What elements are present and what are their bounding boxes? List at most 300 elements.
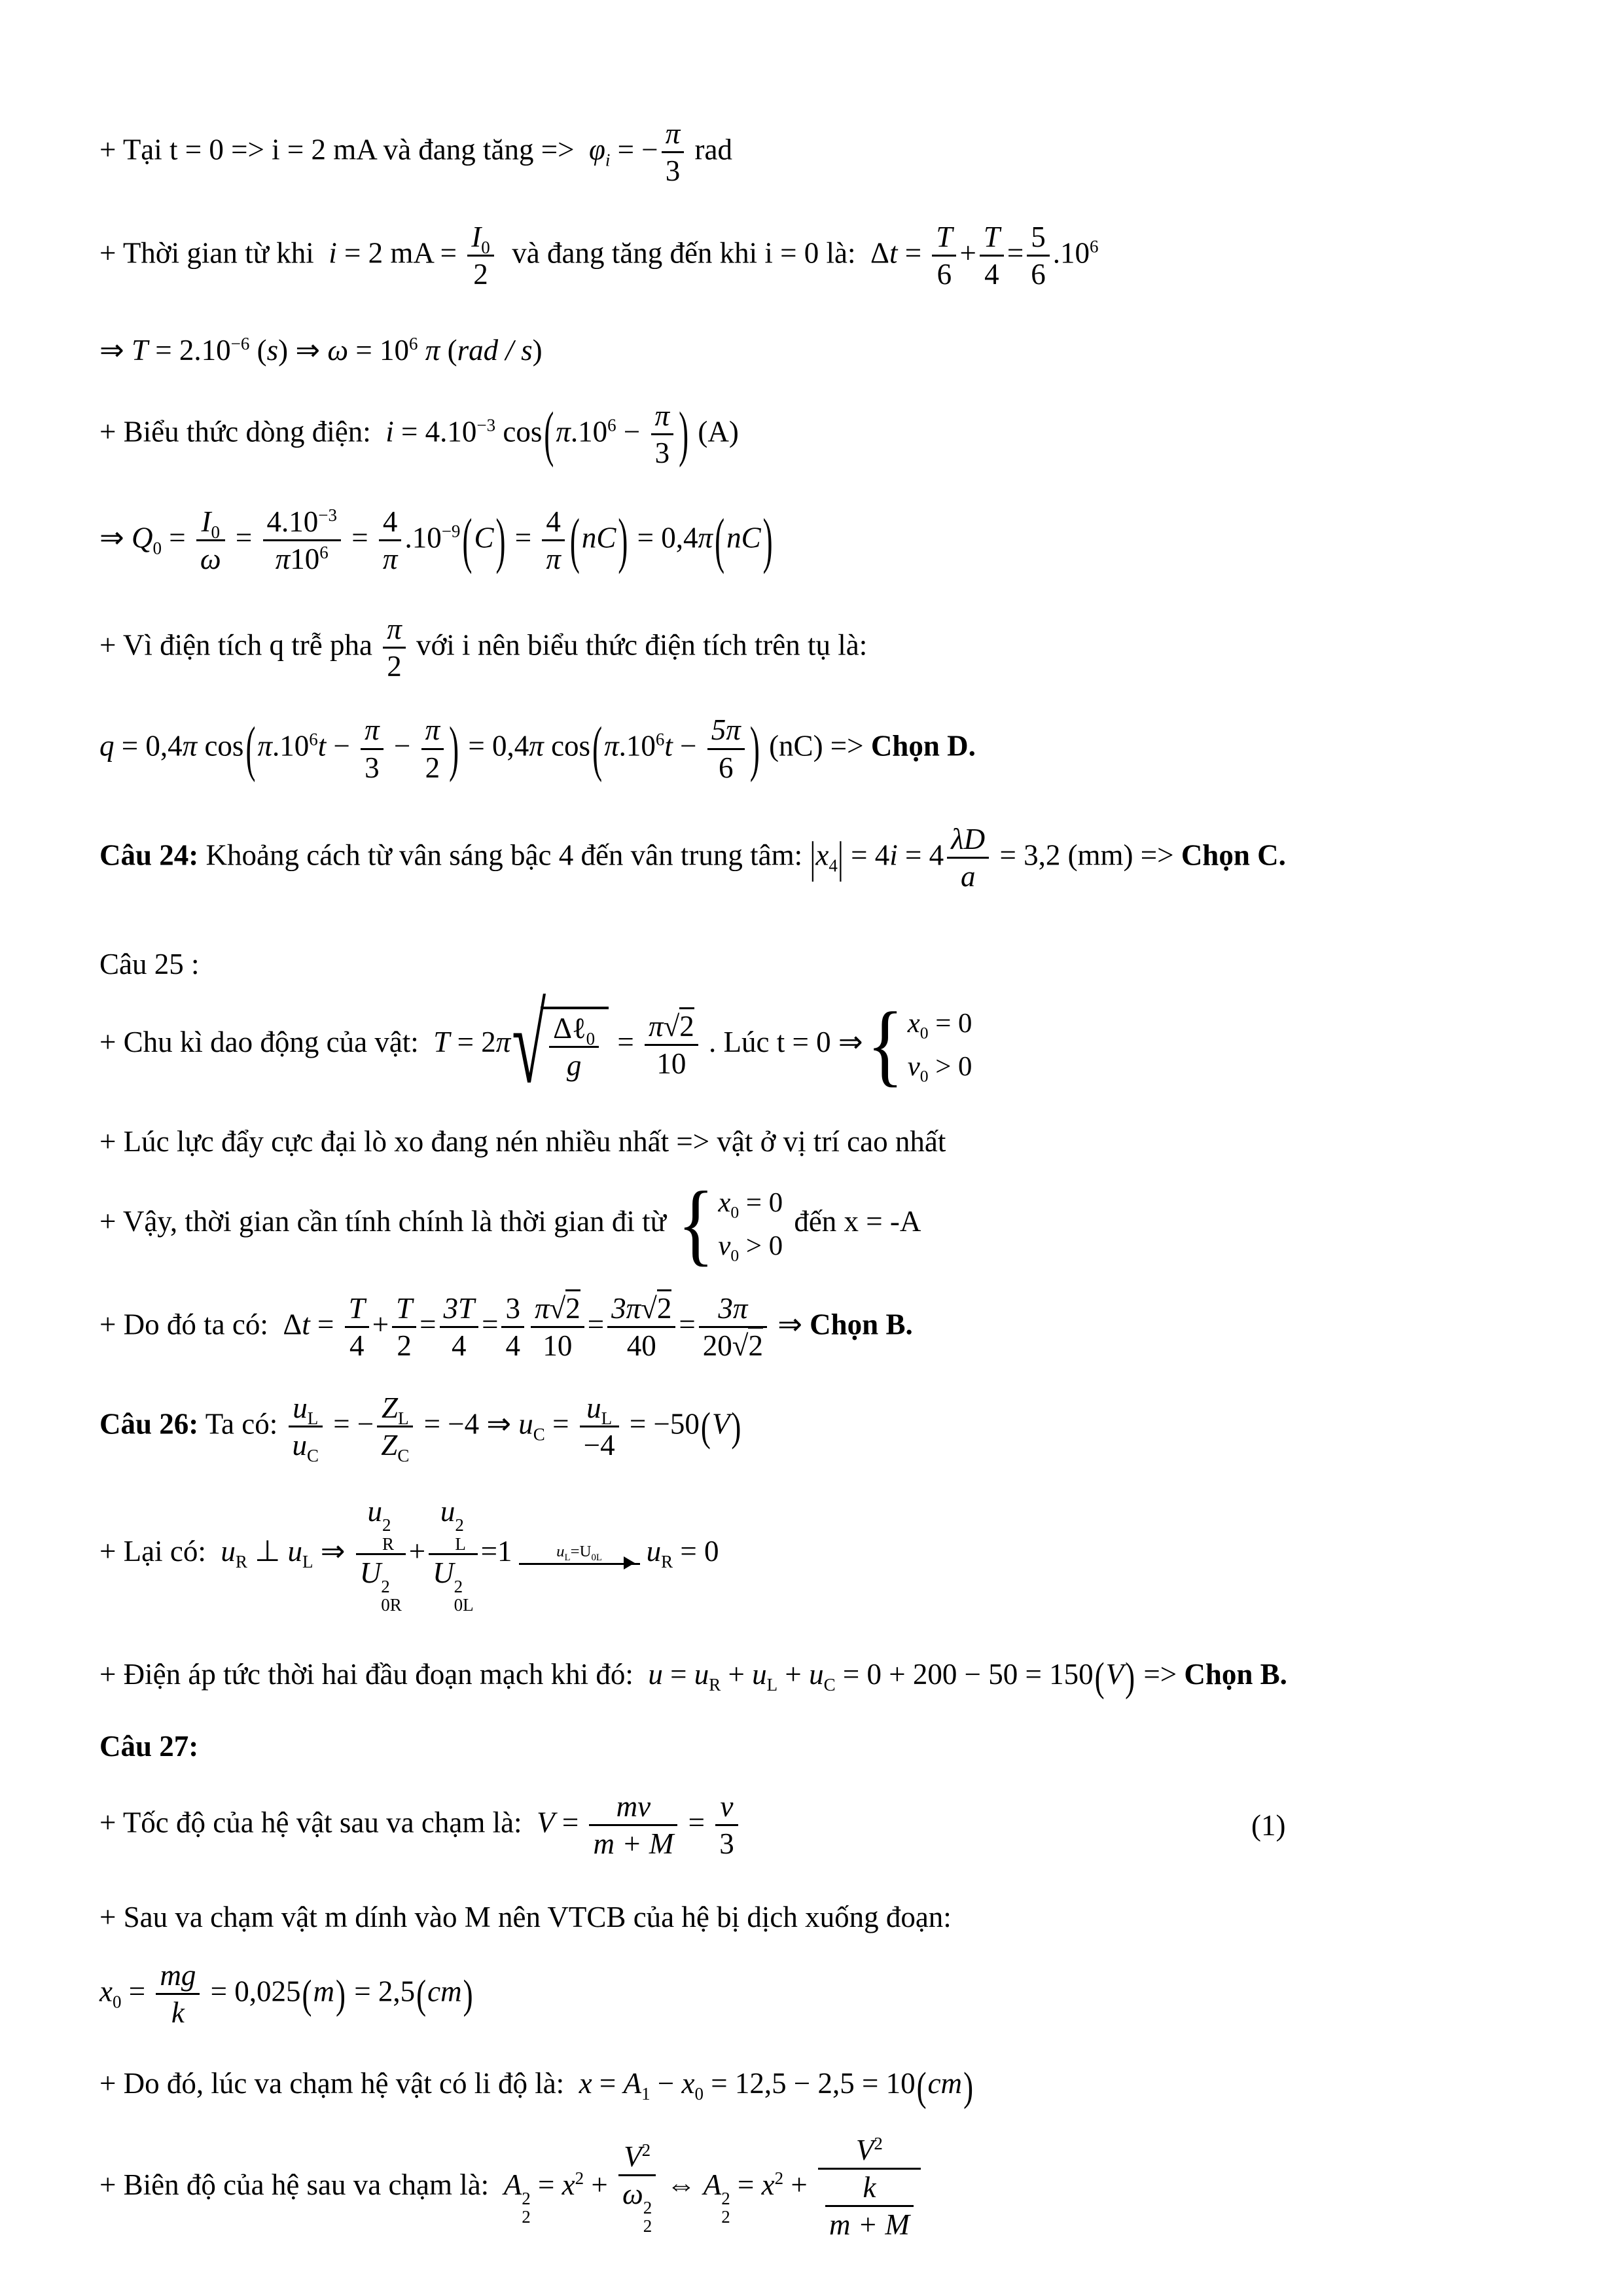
numerator: T [348,1292,365,1325]
numerator: π [425,713,440,747]
var: t [317,729,327,762]
fraction [947,822,989,894]
stacked-scripts [382,1516,394,1553]
text: = 0,4 [461,729,529,762]
subscript: C [823,1674,836,1695]
var: π [495,1026,511,1059]
stacked-scripts [721,2189,730,2227]
text: > 0 [739,1230,783,1261]
text: = 0 [928,1008,972,1039]
left-paren-symbol: ( [916,2063,927,2109]
text: + Lại có: [99,1535,221,1568]
text: = 0 [739,1187,783,1218]
numerator [356,1494,406,1553]
text: và đang tăng đến khi i = 0 là: [497,236,871,270]
superscript: 2 [522,2188,531,2208]
numerator: 5π [711,713,741,747]
text: = −50 [622,1407,700,1441]
text: 4.10 [266,505,319,539]
numerator [263,505,341,539]
superscript: 2 [382,1515,391,1535]
text: .10 [570,415,608,448]
text: = − [610,133,658,166]
fraction [383,612,406,684]
text: + Điện áp tức thời hai đầu đoạn mạch khi đó: [99,1657,649,1691]
superscript: 2 [381,1576,390,1596]
subscript: L [601,1408,613,1429]
var: nC [581,521,616,554]
fraction [542,505,565,577]
var: u [367,1495,383,1528]
left-paren-symbol: ( [592,713,603,783]
var: π [418,334,440,367]
var: V [855,2133,874,2166]
right-paren-symbol: ) [1125,1653,1135,1700]
line-10 [99,984,1538,1107]
var: π [649,1009,664,1043]
abs-bar-symbol: | [837,833,844,882]
var: x [681,2067,695,2100]
text: .10 [404,521,442,554]
var: A [503,2168,522,2201]
text: = 2 [450,1026,496,1059]
numerator [289,1391,323,1429]
text: ( [249,334,267,367]
denominator: m + M [589,1824,677,1861]
text: . Lúc t = 0 ⇒ [701,1026,863,1059]
denominator: 6 [1027,255,1050,292]
numerator [196,505,225,543]
line-03 [99,331,1538,370]
numerator [580,1391,619,1429]
numerator: k [863,2170,876,2204]
cases-group: { $x_0 = 0$ $v_0 > 0$ [866,994,972,1096]
var: t [664,729,673,762]
numerator: 4 [546,505,561,539]
denominator [263,539,341,577]
numerator: T [396,1292,413,1325]
superscript: 2 [575,2168,584,2188]
text: ( [440,334,457,367]
var: m [313,1975,335,2008]
var: Q [131,521,153,554]
numerator [549,1011,599,1049]
text: = [610,1026,642,1059]
text: + [372,1308,389,1341]
numerator [818,2133,921,2168]
text: = [897,236,929,270]
text: đến x = -A [787,1204,921,1238]
text: = −4 ⇒ [416,1407,519,1441]
denominator: π [379,539,402,577]
var: π [182,729,198,762]
text: = 0,4 [114,729,183,762]
superscript: 6 [1090,236,1099,257]
subscript: 0L [454,1595,474,1615]
text: ⇒ [99,521,132,554]
denominator: 6 [707,748,745,785]
var: nC [726,521,761,554]
text: (A) [690,415,739,448]
denominator: 4 [345,1326,369,1363]
fraction [645,1009,698,1081]
var: π [257,729,272,762]
subscript: C [533,1424,545,1444]
superscript: −6 [230,334,250,354]
text: + Do đó ta có: [99,1308,283,1341]
text: = [544,1407,577,1441]
denominator: π [542,539,565,577]
subscript: L [307,1408,319,1429]
var: i [889,838,898,872]
var: V [537,1805,555,1839]
right-paren-symbol: ) [449,713,459,783]
var: x [579,2067,592,2100]
text: Δ [283,1308,302,1341]
right-paren-symbol: ) [963,2063,974,2109]
fraction [932,220,956,292]
text: 20 [702,1329,732,1363]
text: = 10 [348,334,410,367]
line-06 [99,612,1538,684]
denominator: 4 [440,1326,479,1363]
var: t [302,1308,310,1341]
line-17 [99,1727,1538,1766]
superscript: 6 [409,334,418,354]
var: 3π [611,1292,641,1325]
numerator: λD [951,822,986,855]
var: Z [382,1391,399,1425]
text: = 3,2 (mm) => [992,838,1181,872]
text: = [679,1308,696,1341]
numerator [377,1391,413,1429]
text: + Tại t = 0 => i = 2 mA và đang tăng => [99,133,589,166]
numerator: 5 [1031,221,1046,254]
text: cos [495,415,543,448]
var: v [907,1050,920,1082]
denominator [699,1326,767,1363]
text: ) [532,334,543,367]
text: − [672,729,704,762]
denominator [377,1426,413,1466]
var: u [556,1542,565,1560]
fraction [361,713,383,785]
answer-choice: Chọn B. [1184,1657,1287,1691]
superscript: −3 [476,415,496,435]
fraction [1027,220,1050,292]
right-paren-symbol: ) [749,713,760,783]
cases-column [908,1005,972,1085]
denominator: 2 [383,647,406,684]
fraction [429,1494,478,1614]
text: = [530,2168,562,2201]
right-paren-symbol: ) [463,1971,473,2017]
var: s [266,334,279,367]
sqrt-body: 2 [657,1289,672,1325]
denominator: 2 [421,748,444,785]
right-paren-symbol: ) [762,505,773,575]
line-02 [99,220,1538,292]
line-15 [99,1494,1538,1614]
text: = 0,4 [630,521,698,554]
superscript: −9 [441,521,461,541]
text: cos [543,729,591,762]
subscript: R [709,1674,721,1695]
fraction [196,505,225,577]
fraction [156,1958,200,2030]
subscript: L [302,1552,313,1572]
labeled-arrow [519,1544,640,1566]
text: ⇒ [313,1535,353,1568]
denominator: k [156,1993,200,2030]
text: + [721,1657,753,1691]
subscript: 1 [641,2084,651,2104]
var: v [718,1230,731,1261]
case-row [908,1005,972,1042]
right-paren-symbol: ) [618,505,628,575]
superscript: 2 [874,2133,883,2153]
var: V [1105,1657,1124,1691]
text: − [616,415,648,448]
var: u [287,1535,303,1568]
text: + [584,2168,615,2201]
subscript: 0 [730,1246,740,1265]
var: U [359,1556,382,1589]
text: = 2,5 [347,1975,416,2008]
case-row [718,1228,783,1265]
subscript: i [605,150,611,170]
fraction [421,713,444,785]
stacked-scripts [381,1577,402,1615]
var: q [99,729,115,762]
small-sqrt [550,1289,580,1325]
sqrt-symbol: √ [663,1009,680,1043]
line-04 [99,399,1538,471]
var: π [604,729,619,762]
text: + Tốc độ của hệ vật sau va chạm là: [99,1805,537,1839]
var: U [433,1556,454,1589]
var: x [562,2168,575,2201]
text: .10 [618,729,656,762]
text: = [228,521,260,554]
fraction [818,2133,921,2242]
subscript: 0 [694,2084,704,2104]
fraction [531,1291,584,1363]
left-paren-symbol: ( [302,1971,312,2017]
var: x [99,1975,113,2008]
superscript: 2 [641,2140,651,2161]
sqrt-symbol: √ [641,1292,657,1325]
text: cos [197,729,244,762]
text: Δℓ [553,1012,586,1045]
text: = [587,1308,605,1341]
text: = [662,1657,694,1691]
text: Δ [870,236,889,270]
numerator [645,1009,698,1044]
numerator: mv [616,1789,651,1823]
fraction [707,713,745,785]
right-paren-symbol: ) [495,505,506,575]
var: u [646,1535,662,1568]
stacked-scripts [455,1516,466,1553]
fraction [440,1291,479,1363]
var: cm [927,2067,963,2100]
text: Ta có: [198,1407,285,1441]
var: x [907,1008,920,1039]
subscript: R [382,1534,395,1554]
left-paren-symbol: ( [715,505,725,575]
question-label: Câu 25 : [99,947,200,980]
line-09 [99,945,1538,984]
var: u [694,1657,709,1691]
subscript: 0 [152,538,162,558]
text: = [161,521,193,554]
var: C [474,521,494,554]
text: = 4 [843,838,890,872]
text: = [592,2067,624,2100]
denominator: 10 [531,1326,584,1363]
fraction [607,1291,675,1363]
equation-number: (1) [1251,1808,1286,1842]
var: u [292,1429,307,1462]
fraction [392,1291,416,1363]
var: T [433,1026,450,1059]
fraction [580,1391,619,1463]
fraction [379,505,402,577]
numerator [467,220,494,258]
numerator [618,2140,656,2174]
text: − [650,2067,682,2100]
text: + [959,236,976,270]
text: + Thời gian từ khi [99,236,329,270]
cases-group: { $x_0 = 0$ $v_0 > 0$ [677,1173,783,1275]
var: ω [327,334,349,367]
text: = 0 [673,1535,719,1568]
answer-choice: Chọn C. [1181,838,1286,872]
question-label: Câu 24: [99,838,199,872]
denominator: g [549,1046,599,1083]
line-20 [99,1958,1538,2030]
text: + [777,1657,810,1691]
var: ω [622,2178,643,2211]
text: = 0,025 [203,1975,301,2008]
numerator: T [983,221,1000,254]
left-paren-symbol: ( [416,1971,427,2017]
var: cm [427,1975,462,2008]
denominator: a [947,857,989,894]
denominator [289,1426,323,1466]
fraction [289,1391,323,1466]
fraction [651,399,674,471]
denominator: 6 [932,255,956,292]
var: φ [589,133,605,166]
numerator: π [387,613,402,646]
subscript: C [307,1446,319,1466]
question-label: Câu 26: [99,1407,199,1441]
arrow-label [556,1542,602,1563]
subscript: 0 [919,1023,929,1043]
text: = [482,1308,499,1341]
text: (nC) => [761,729,871,762]
denominator: 4 [980,255,1004,292]
text: − [386,729,418,762]
numerator: v [720,1789,734,1823]
text: + Do đó, lúc va chạm hệ vật có li độ là: [99,2067,579,2100]
var: I [201,505,211,539]
text: ) ⇒ [278,334,328,367]
numerator: π [365,713,380,747]
line-07 [99,713,1538,785]
text: + Lúc lực đẩy cực đại lò xo đang nén nhiều nhất => vật ở vị trí cao nhất [99,1125,946,1158]
var: rad / s [457,334,533,367]
var: u [586,1391,601,1425]
left-paren-symbol: ( [569,505,580,575]
right-paren-symbol: ) [731,1403,741,1450]
fraction [377,1391,413,1466]
stacked-scripts [522,2189,531,2227]
line-05 [99,505,1538,577]
fraction [980,220,1004,292]
var: T [131,334,148,367]
fraction [825,2170,914,2242]
line-19 [99,1898,1538,1937]
fraction [356,1494,406,1614]
subscript: 4 [829,855,838,876]
line-01 [99,117,1538,188]
subscript: R [661,1552,673,1572]
case-row [718,1185,783,1221]
fraction [715,1789,738,1861]
subscript: 2 [522,2207,531,2227]
var: u [440,1495,455,1528]
answer-choice: Chọn B. [810,1308,913,1341]
cases-column [718,1185,783,1264]
text: = [310,1308,342,1341]
subscript: C [397,1446,410,1466]
var: π [556,415,571,448]
superscript: 6 [309,729,318,749]
fraction [501,1291,524,1363]
subscript: 0R [381,1595,402,1615]
denominator: 2 [467,255,494,292]
question-label: Câu 27: [99,1730,199,1763]
line-14 [99,1391,1538,1466]
sqrt-symbol: √ [549,1292,566,1325]
text: = 4.10 [393,415,477,448]
var: u [518,1407,533,1441]
numerator: 3T [443,1292,475,1325]
numerator: π [665,117,681,150]
text: = [419,1308,437,1341]
var: V [624,2140,642,2174]
text: + Vì điện tích q trễ pha [99,628,380,662]
denominator: 4 [501,1326,524,1363]
small-sqrt [641,1289,671,1325]
subscript: 0 [586,1029,596,1049]
subscript: L [398,1408,409,1429]
text: + Biên độ của hệ sau va chạm là: [99,2168,504,2201]
arrow-shaft [519,1563,640,1565]
var: u [809,1657,824,1691]
denominator [618,2174,656,2236]
abs-bar-symbol: | [810,833,816,882]
text: .10 [272,729,310,762]
text: + Biểu thức dòng điện: [99,415,386,448]
denominator: 40 [607,1326,675,1363]
text: = 2.10 [148,334,231,367]
square-root: √ $\frac{\Delta\ell_0}{g}$ [512,1007,609,1083]
left-paren-symbol: ( [462,505,473,575]
